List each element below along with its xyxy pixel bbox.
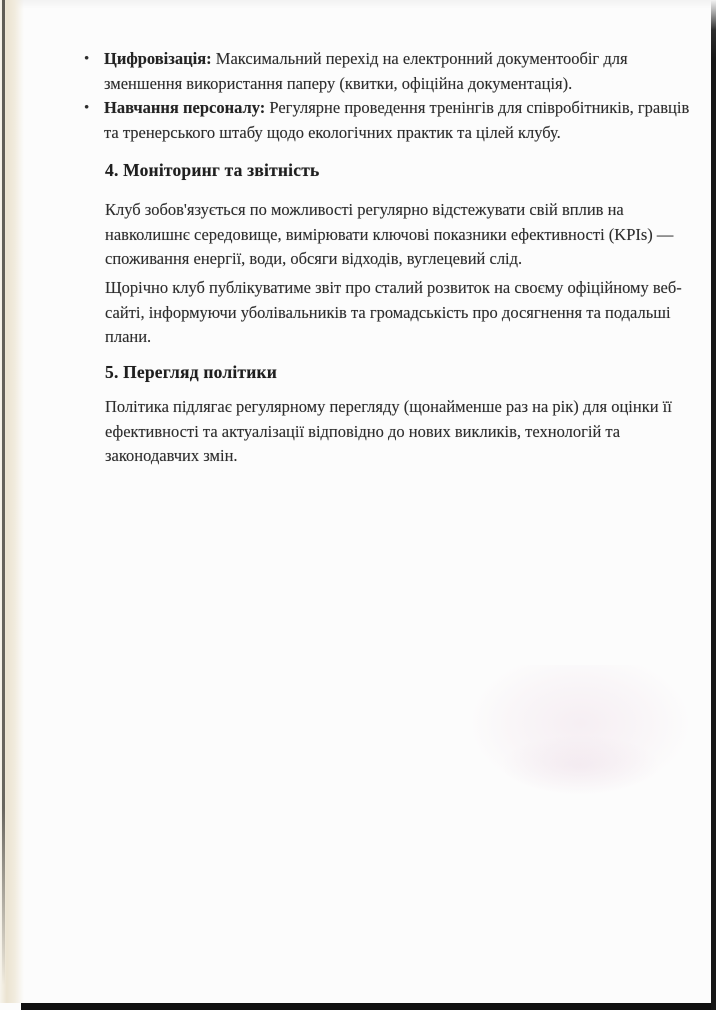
scan-top-shadow [0, 0, 716, 9]
bullet-list [84, 47, 696, 145]
pink-smudge-artifact [500, 735, 660, 795]
section-heading-monitoring: 4. Моніторинг та звітність [105, 160, 320, 180]
scan-right-border [711, 0, 716, 1010]
scan-bottom-border [21, 1003, 716, 1010]
section-heading-policy-review: 5. Перегляд політики [105, 362, 278, 382]
list-item [84, 47, 696, 96]
list-item [84, 96, 696, 145]
bullet-text [104, 96, 696, 145]
paragraph: Клуб зобов'язується по можливості регулярно відстежувати свій вплив на навколишнє середовище, вимірювати ключові показники ефективності (KPIs) — споживання енергії, води, обсяги відходів, вуглецевий слід. [105, 200, 674, 269]
paragraph: Політика підлягає регулярному перегляду (щонайменше раз на рік) для оцінки її ефективності та актуалізації відповідно до нових викликів, технологій та законодавчих змін. [105, 397, 672, 466]
bullet-body-text: Максимальний перехід на електронний документообіг для зменшення використання паперу (квитки, офіційна документація). [104, 49, 628, 93]
bullet-body-text: Регулярне проведення тренінгів для співробітників, гравців та тренерського штабу щодо екологічних практик та цілей клубу. [104, 98, 690, 142]
bullet-lead-bold: Цифровізація: [104, 49, 212, 68]
bullet-text [104, 47, 696, 96]
pink-smudge-artifact [470, 665, 690, 795]
scan-left-line [2, 0, 5, 985]
bullet-icon: • [84, 100, 90, 117]
bullet-icon: • [84, 51, 90, 67]
paragraph: Щорічно клуб публікуватиме звіт про сталий розвиток на своєму офіційному веб-сайті, інформуючи уболівальників та громадськість про досягнення та подальші плани. [105, 278, 682, 347]
bullet-lead-bold: Навчання персоналу: [104, 98, 266, 118]
